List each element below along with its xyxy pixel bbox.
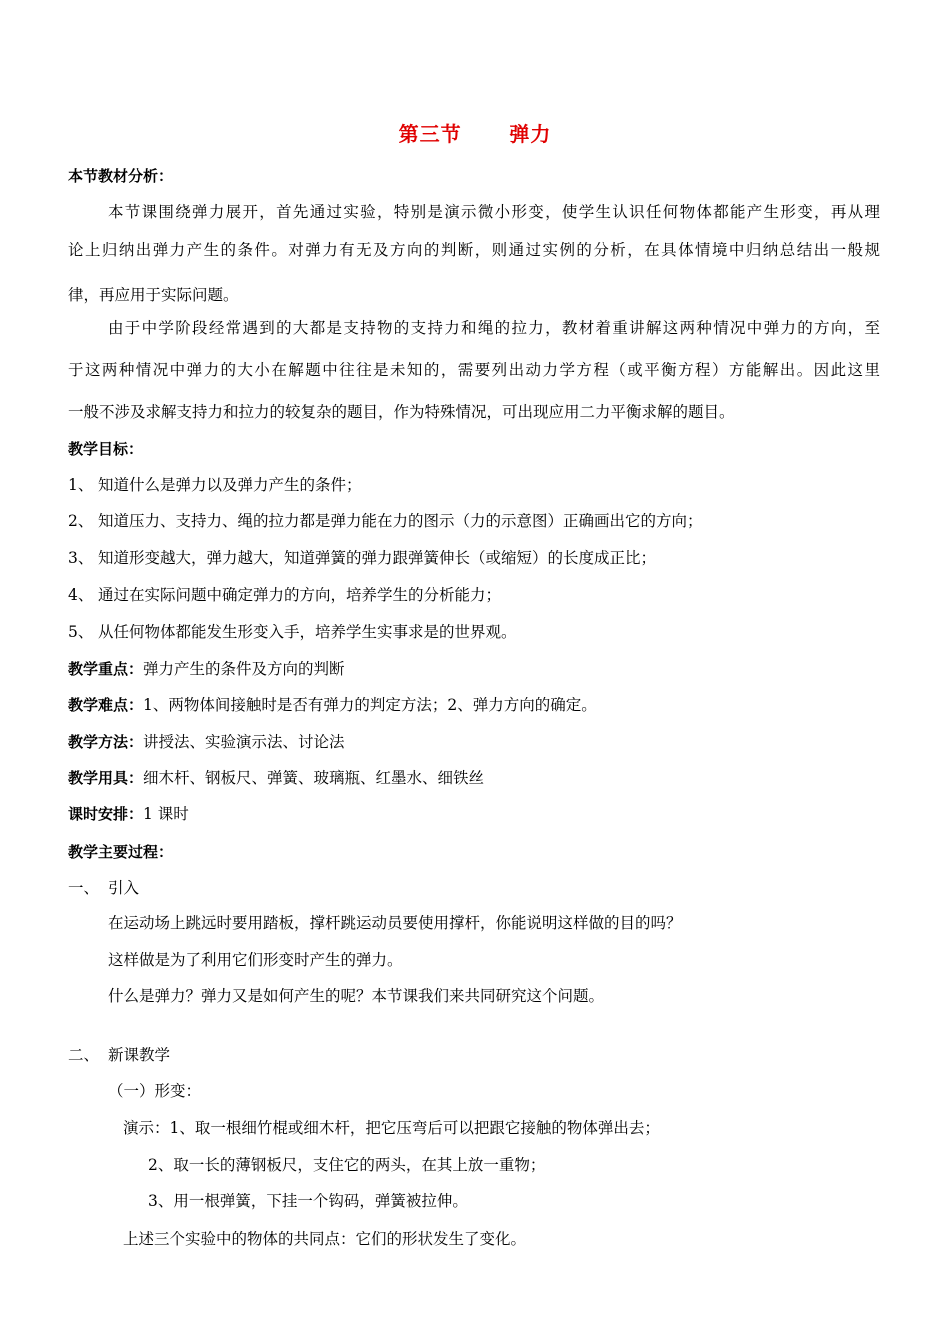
demo-line: 演示：1、取一根细竹棍或细木杆，把它压弯后可以把跟它接触的物体弹出去； [123,1119,660,1137]
goal-item [68,622,517,642]
section-title: 引入 [108,879,140,897]
info-tools [68,768,484,788]
info-value: 1 课时 [143,805,189,823]
goal-number: 4、 [68,586,94,604]
goal-number: 1、 [68,476,94,494]
info-label: 课时安排： [68,805,144,823]
section-1-line: 什么是弹力？弹力又是如何产生的呢？本节课我们来共同研究这个问题。 [108,987,605,1005]
info-value: 1、两物体间接触时是否有弹力的判定方法；2、弹力方向的确定。 [143,696,597,714]
goals-heading: 教学目标： [68,440,144,458]
info-label: 教学方法： [68,733,144,751]
goal-text: 知道压力、支持力、绳的拉力都是弹力能在力的图示（力的示意图）正确画出它的方向； [98,512,703,530]
info-difficulties [68,695,597,715]
info-key-points [68,659,345,679]
page-title: 第三节 弹力 [398,122,552,146]
goal-text: 知道形变越大，弹力越大，知道弹簧的弹力跟弹簧伸长（或缩短）的长度成正比； [98,549,657,567]
goal-number: 3、 [68,549,94,567]
goal-number: 5、 [68,623,94,641]
section-2-heading [68,1045,170,1065]
section-1-line: 在运动场上跳远时要用踏板，撑杆跳运动员要使用撑杆，你能说明这样做的目的吗？ [108,914,682,932]
goal-item [68,475,362,495]
goal-item [68,585,501,605]
subsection-heading: （一）形变： [108,1082,202,1100]
goal-number: 2、 [68,512,94,530]
info-methods [68,732,345,752]
analysis-p2-line: 一般不涉及求解支持力和拉力的较复杂的题目，作为特殊情况，可出现应用二力平衡求解的题目。 [68,403,735,421]
analysis-p2-line: 于这两种情况中弹力的大小在解题中往往是未知的，需要列出动力学方程（或平衡方程）方能解出。因此这里 [68,361,880,379]
section-1-heading [68,878,139,898]
goal-text: 知道什么是弹力以及弹力产生的条件； [98,476,362,494]
analysis-heading: 本节教材分析： [68,167,174,185]
demo-line: 3、用一根弹簧，下挂一个钩码，弹簧被拉伸。 [148,1192,468,1210]
process-heading: 教学主要过程： [68,843,174,861]
analysis-p2-line: 由于中学阶段经常遇到的大都是支持物的支持力和绳的拉力，教材着重讲解这两种情况中弹力的方向，至 [108,319,880,337]
goal-item [68,548,656,568]
goal-item [68,511,703,531]
analysis-p1-line: 论上归纳出弹力产生的条件。对弹力有无及方向的判断，则通过实例的分析，在具体情境中归纳总结出一般规 [68,241,880,259]
goal-text: 通过在实际问题中确定弹力的方向，培养学生的分析能力； [98,586,502,604]
info-value: 弹力产生的条件及方向的判断 [143,660,345,678]
demo-line: 2、取一长的薄钢板尺，支住它的两头，在其上放一重物； [148,1156,546,1174]
section-number: 二、 [68,1046,100,1064]
analysis-p1-line: 律，再应用于实际问题。 [68,286,239,304]
info-value: 讲授法、实验演示法、讨论法 [143,733,345,751]
info-label: 教学难点： [68,696,144,714]
goal-text: 从任何物体都能发生形变入手，培养学生实事求是的世界观。 [98,623,517,641]
section-number: 一、 [68,879,100,897]
info-schedule [68,804,189,824]
info-value: 细木杆、钢板尺、弹簧、玻璃瓶、红墨水、细铁丝 [143,769,485,787]
info-label: 教学重点： [68,660,144,678]
info-label: 教学用具： [68,769,144,787]
section-1-line: 这样做是为了利用它们形变时产生的弹力。 [108,951,403,969]
section-title: 新课教学 [108,1046,171,1064]
analysis-p1-line: 本节课围绕弹力展开，首先通过实验，特别是演示微小形变，使学生认识任何物体都能产生形变，再从理 [108,203,880,221]
summary-line: 上述三个实验中的物体的共同点：它们的形状发生了变化。 [123,1230,527,1248]
